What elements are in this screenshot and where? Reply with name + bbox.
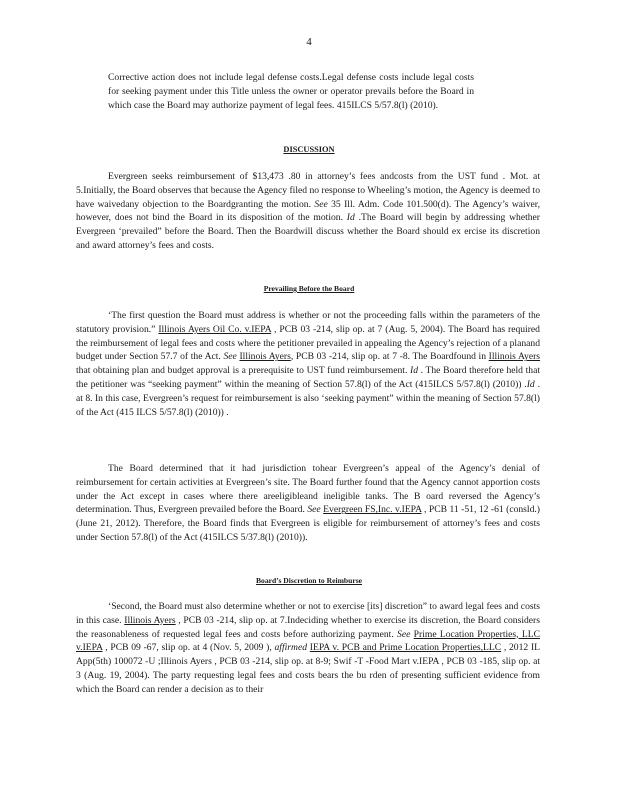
signal-id: Id — [410, 365, 418, 377]
text: Evergreen seeks reimbursement of $13,473 .80 in attorney’s fees andcosts from the UST fund . Mot. at 5.Initially, the Board observes that because the Agency filed no response to Wheeling’s motion, the Agency is deemed to have waivedany objection to the Boardgranting the motion. — [76, 171, 540, 210]
case-citation: Illinois Ayers — [488, 351, 541, 363]
text: , PCB 09 -67, slip op. at 4 (Nov. 5, 2009 ), — [102, 642, 275, 654]
text: , PCB 03 -214, slip op. at 7 (Aug. 5, 2004). The Board has required the reimbursement of legal fees and costs where the petitioner prevailed in appealing the Agency’s rejection of a planand budget under Section 57.7 of the Act. — [76, 323, 540, 363]
text: ‘The first question the Board must address is whether or not the proceeding falls within the parameters of the statutory provision.” — [76, 310, 540, 335]
signal-see: See — [307, 504, 321, 516]
text: 35 Ill. Adm. Code 101.500(d). The Agency’s waiver, however, does not bind the Board in its disposition of the motion. — [76, 198, 540, 224]
prevailing-heading: Prevailing Before the Board — [263, 284, 355, 293]
signal-see: See — [223, 351, 237, 363]
case-citation: Illinois Ayers Oil Co. v.IEPA — [158, 323, 272, 335]
statutory-quote: Corrective action does not include legal defense costs.Legal defense costs include legal costs for seeking payment under this Title unless the owner or operator prevails before the Board in which case the Board may authorize payment of legal fees. 415ILCS 5/57.8(l) (2010). — [108, 72, 474, 111]
signal-see: See — [314, 198, 328, 210]
signal-see: See — [397, 628, 411, 640]
text: , 2012 IL App(5th) 100072 -U ;Illinois Ayers , PCB 03 -214, slip op. at 8-9; Swif -T -Food Mart v.IEPA , PCB 03 -185, slip op. at 3 (Aug. 19, 2004). The party requesting legal fees and costs bears the bu rden of presenting sufficient evidence from which the Board can render a decision as to their — [76, 642, 540, 695]
prevailing-paragraph — [76, 309, 540, 419]
signal-id: Id — [346, 212, 355, 224]
case-citation: Illinois Ayers — [124, 614, 176, 626]
text: . The Board therefore held that the petitioner was “seeking payment” within the meaning of Section 57.8(l) of the Act (415ILCS 5/57.8(l) (2010)) — [76, 365, 541, 390]
discussion-paragraph — [76, 170, 540, 253]
text: ‘Second, the Board must also determine whether or not to exercise [its] discretion” to award legal fees and costs in this case. — [76, 601, 540, 626]
text: . at 8. In this case, Evergreen’s request for reimbursement is also ‘seeking payment” within the meaning of Section 57.8(l) of the Act (415 ILCS 5/57.8(l) (2010)) . — [76, 378, 540, 418]
text: , PCB 03 -214, slip op. at 7 -8. The Boardfound in — [290, 351, 489, 363]
jurisdiction-paragraph — [76, 462, 540, 545]
discretion-heading: Board’s Discretion to Reimburse — [255, 576, 363, 585]
signal-id: .Id — [524, 378, 535, 390]
signal-affirmed: affirmed — [274, 642, 308, 654]
case-citation: IEPA v. PCB and Prime Location Properties,LLC — [309, 642, 502, 654]
case-citation: Illinois Ayers — [239, 351, 291, 363]
discretion-paragraph — [76, 600, 540, 697]
page-number: 4 — [306, 36, 312, 48]
case-citation: Evergreen FS,Inc. v.IEPA — [323, 504, 422, 516]
case-citation: Prime Location Properties, LLC v.IEPA — [76, 628, 540, 654]
text: , PCB 03 -214, slip op. at 7.Indeciding whether to exercise its discretion, the Board considers the reasonableness of requested legal fees and costs before authorizing payment. — [76, 614, 540, 640]
text: that obtaining plan and budget approval is a prerequisite to UST fund reimbursement. — [76, 365, 410, 377]
discussion-heading: DISCUSSION — [283, 145, 335, 154]
text: .The Board will begin by addressing whether Evergreen ‘prevailed” before the Board. Then the Boardwill discuss whether the Board should ex ercise its discretion and award attorney’s fees and costs. — [76, 212, 541, 251]
text: The Board determined that it had jurisdiction tohear Evergreen’s appeal of the Agency’s denial of reimbursement for certain activities at Evergreen’s site. The Board further found that the Agency cannot apportion costs under the Act except in cases where there areeligibleand ineligible tanks. The B oard reversed the Agency’s determination. Thus, Evergreen prevailed before the Board. — [76, 463, 540, 516]
text: , PCB 11 -51, 12 -61 (consld.) (June 21, 2012). Therefore, the Board finds that Evergreen is eligible for reimbursement of attorney’s fees and costs under Section 57.8(l) of the Act (415ILCS 5/37.8(l) (2010)). — [76, 504, 540, 543]
